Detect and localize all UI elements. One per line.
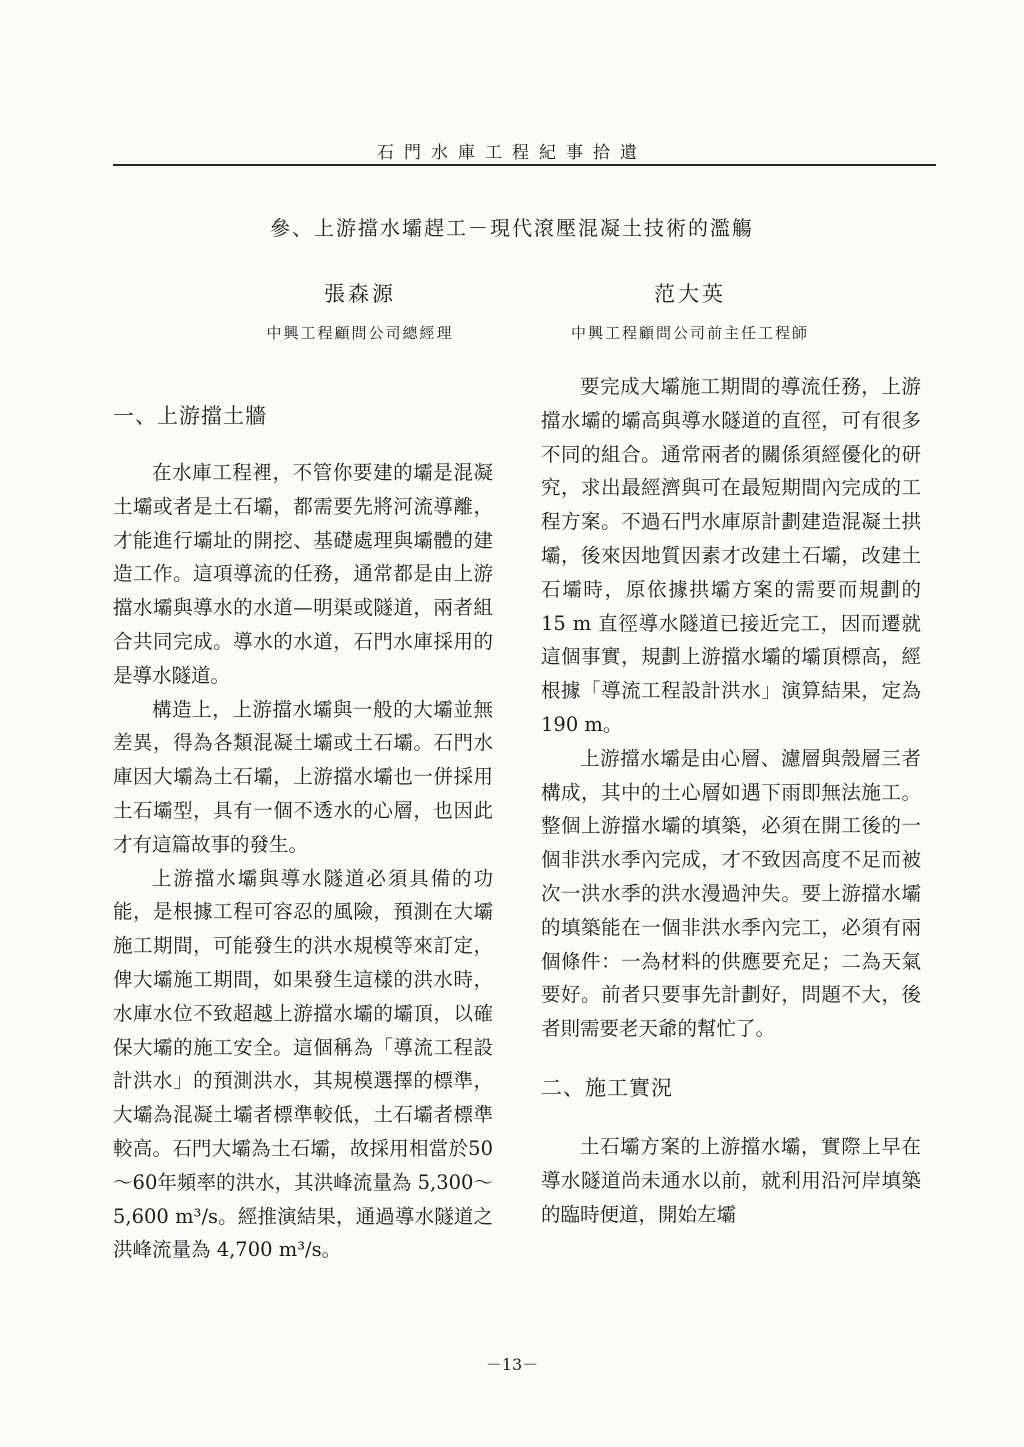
section-heading-1: 一、上游擋土牆 bbox=[113, 404, 267, 428]
header-rule bbox=[113, 164, 936, 166]
body-paragraph: 上游擋水壩是由心層、濾層與殼層三者構成，其中的土心層如遇下雨即無法施工。整個上游擋水壩的填築，必須在開工後的一個非洪水季內完成，才不致因高度不足而被次一洪水季的洪水漫過沖失。要上游擋水壩的填築能在一個非洪水季內完工，必須有兩個條件：一為材料的供應要充足；二為天氣要好。前者只要事先計劃好，問題不大，後者則需要老天爺的幫忙了。 bbox=[541, 746, 921, 1041]
author-2 bbox=[530, 278, 850, 343]
page-number: －13－ bbox=[485, 1355, 539, 1374]
author-affiliation: 中興工程顧問公司總經理 bbox=[266, 324, 454, 342]
running-head: 石門水庫工程紀事拾遺 bbox=[377, 143, 647, 163]
left-column bbox=[113, 370, 493, 1267]
right-column bbox=[541, 370, 921, 1231]
body-paragraph: 上游擋水壩與導水隧道必須具備的功能，是根據工程可容忍的風險，預測在大壩施工期間，可能發生的洪水規模等來訂定，俾大壩施工期間，如果發生這樣的洪水時，水庫水位不致超越上游擋水壩的壩頂，以確保大壩的施工安全。這個稱為「導流工程設計洪水」的預測洪水，其規模選擇的標準，大壩為混凝土壩者標準較低，土石壩者標準較高。石門大壩為土石壩，故採用相當於50～60年頻率的洪水，其洪峰流量為 5,300～5,600 m³/s。經推演結果，通過導水隧道之洪峰流量為 4,700 m³/s。 bbox=[113, 866, 493, 1262]
author-name: 張森源 bbox=[324, 282, 396, 306]
chapter-title: 參、上游擋水壩趕工－現代滾壓混凝土技術的濫觴 bbox=[270, 216, 754, 240]
body-paragraph: 在水庫工程裡，不管你要建的壩是混凝土壩或者是土石壩，都需要先將河流導離，才能進行壩址的開挖、基礎處理與壩體的建造工作。這項導流的任務，通常都是由上游擋水壩與導水的水道—明渠或隧道，兩者組合共同完成。導水的水道，石門水庫採用的是導水隧道。 bbox=[113, 461, 493, 687]
body-paragraph: 要完成大壩施工期間的導流任務，上游擋水壩的壩高與導水隧道的直徑，可有很多不同的組合。通常兩者的關係須經優化的研究，求出最經濟與可在最短期間內完成的工程方案。不過石門水庫原計劃建造混凝土拱壩，後來因地質因素才改建土石壩，改建土石壩時，原依據拱壩方案的需要而規劃的 15 m 直徑導水隧道已接近完工，因而遷就這個事實，規劃上游擋水壩的壩頂標高，經根據「導流工程設計洪水」演算結果，定為 190 m。 bbox=[541, 375, 921, 736]
author-name: 范大英 bbox=[654, 282, 726, 306]
body-paragraph: 土石壩方案的上游擋水壩，實際上早在導水隧道尚未通水以前，就利用沿河岸填築的臨時便道，開始左壩 bbox=[541, 1134, 921, 1226]
section-heading-2: 二、施工實況 bbox=[541, 1075, 673, 1100]
author-affiliation: 中興工程顧問公司前主任工程師 bbox=[570, 324, 809, 342]
body-paragraph: 構造上，上游擋水壩與一般的大壩並無差異，得為各類混凝土壩或土石壩。石門水庫因大壩為土石壩，上游擋水壩也一併採用土石壩型，具有一個不透水的心層，也因此才有這篇故事的發生。 bbox=[113, 697, 493, 856]
author-1 bbox=[230, 278, 490, 343]
